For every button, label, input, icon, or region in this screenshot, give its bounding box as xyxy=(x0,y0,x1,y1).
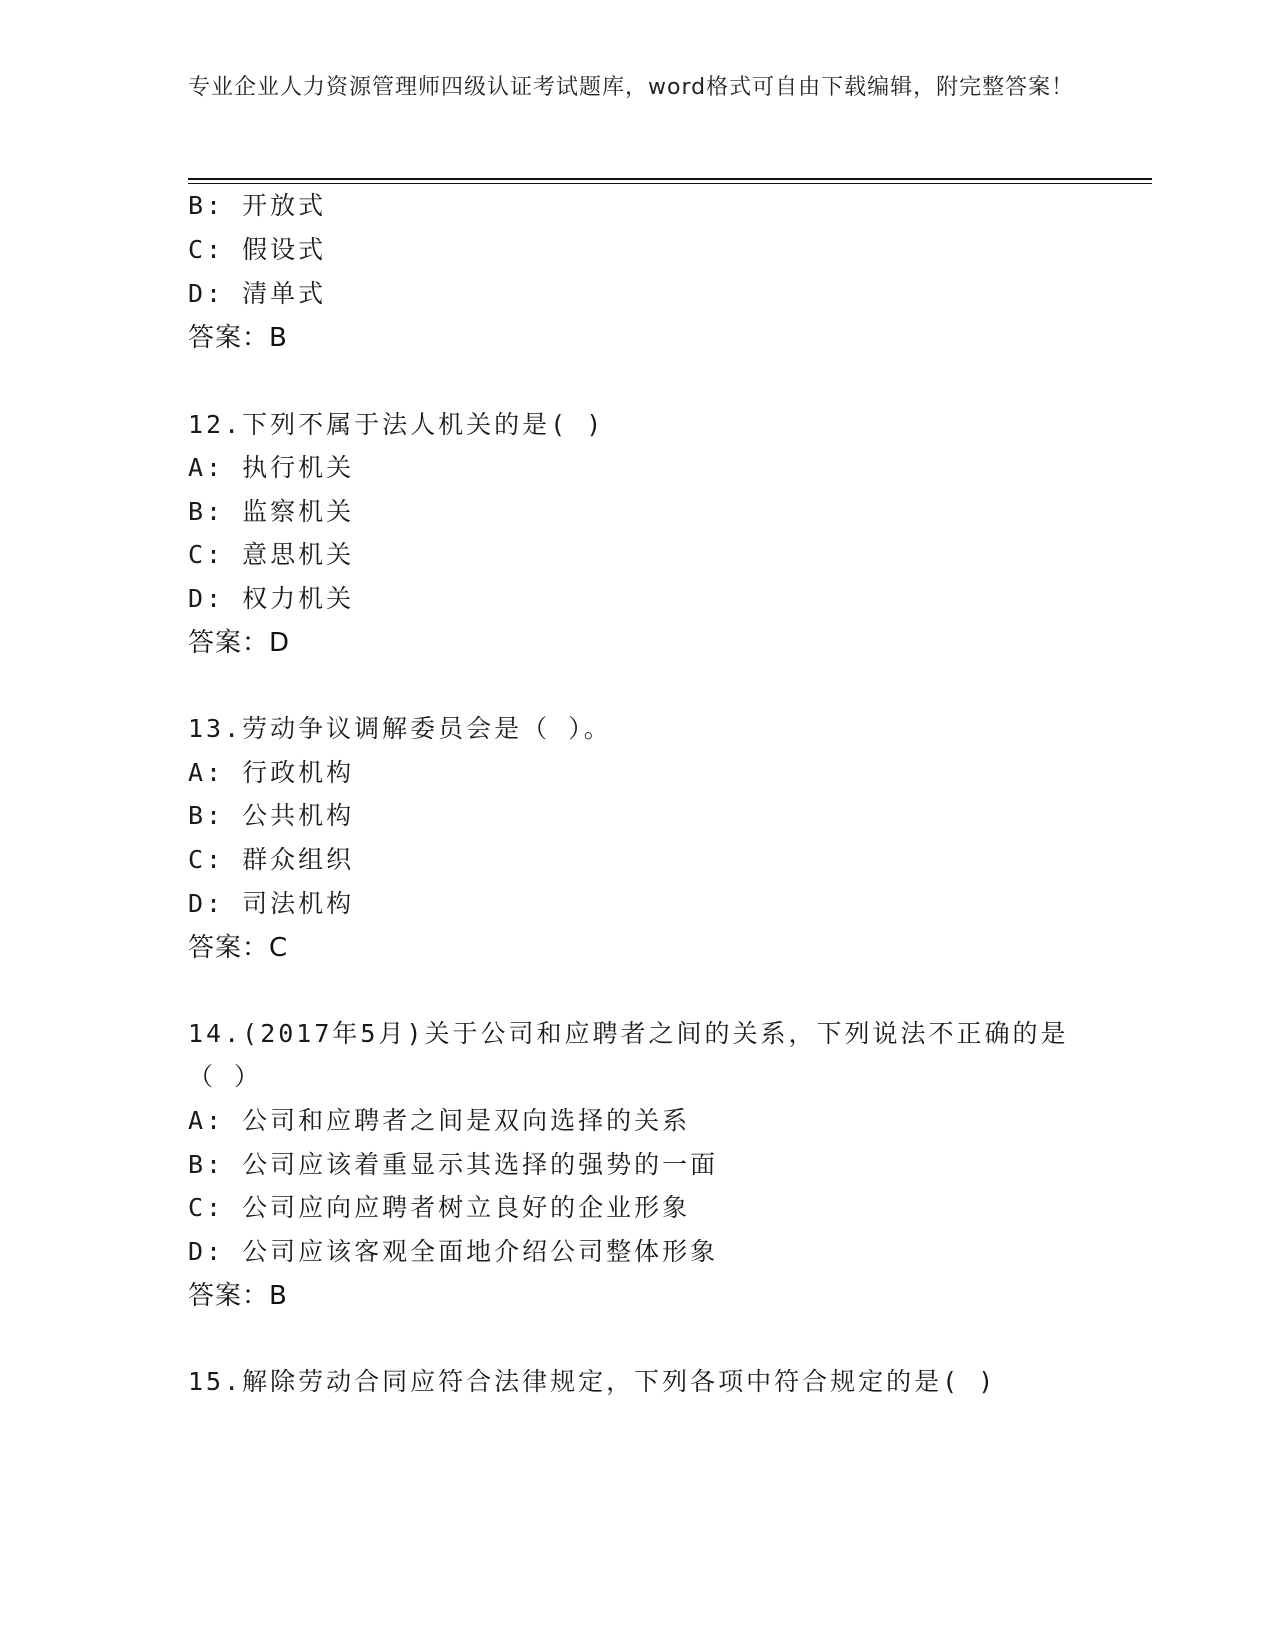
q13-option-c: C: 群众组织 xyxy=(188,845,355,874)
q13-option-d: D: 司法机构 xyxy=(188,889,355,918)
q14-option-a: A: 公司和应聘者之间是双向选择的关系 xyxy=(188,1106,691,1135)
header-rule-thin xyxy=(188,183,1152,184)
q14-option-b: B: 公司应该着重显示其选择的强势的一面 xyxy=(188,1150,719,1179)
q11-option-c: C: 假设式 xyxy=(188,235,327,264)
q13-stem: 13.劳动争议调解委员会是（ ）。 xyxy=(188,714,612,743)
q12-option-d: D: 权力机关 xyxy=(188,584,355,613)
q12-option-c: C: 意思机关 xyxy=(188,540,355,569)
q13-answer: 答案：C xyxy=(188,933,289,963)
q14-answer: 答案：B xyxy=(188,1281,288,1311)
q15-stem: 15.解除劳动合同应符合法律规定，下列各项中符合规定的是( ) xyxy=(188,1367,997,1396)
q12-stem: 12.下列不属于法人机关的是( ) xyxy=(188,410,605,439)
q13-option-a: A: 行政机构 xyxy=(188,758,355,787)
q11-answer: 答案：B xyxy=(188,323,288,353)
page-header-text: 专业企业人力资源管理师四级认证考试题库，word格式可自由下载编辑，附完整答案！ xyxy=(188,75,1075,100)
q14-stem-line1: 14.(2017年5月)关于公司和应聘者之间的关系，下列说法不正确的是 xyxy=(188,1019,1069,1048)
q14-stem-line2: （ ） xyxy=(188,1062,263,1091)
q11-option-d: D: 清单式 xyxy=(188,279,327,308)
q14-option-d: D: 公司应该客观全面地介绍公司整体形象 xyxy=(188,1237,719,1266)
q11-option-b: B: 开放式 xyxy=(188,191,327,220)
q12-option-a: A: 执行机关 xyxy=(188,453,355,482)
q14-option-c: C: 公司应向应聘者树立良好的企业形象 xyxy=(188,1193,691,1222)
header-rule-thick xyxy=(188,178,1152,180)
q12-option-b: B: 监察机关 xyxy=(188,497,355,526)
q12-answer: 答案：D xyxy=(188,628,291,658)
q13-option-b: B: 公共机构 xyxy=(188,801,355,830)
